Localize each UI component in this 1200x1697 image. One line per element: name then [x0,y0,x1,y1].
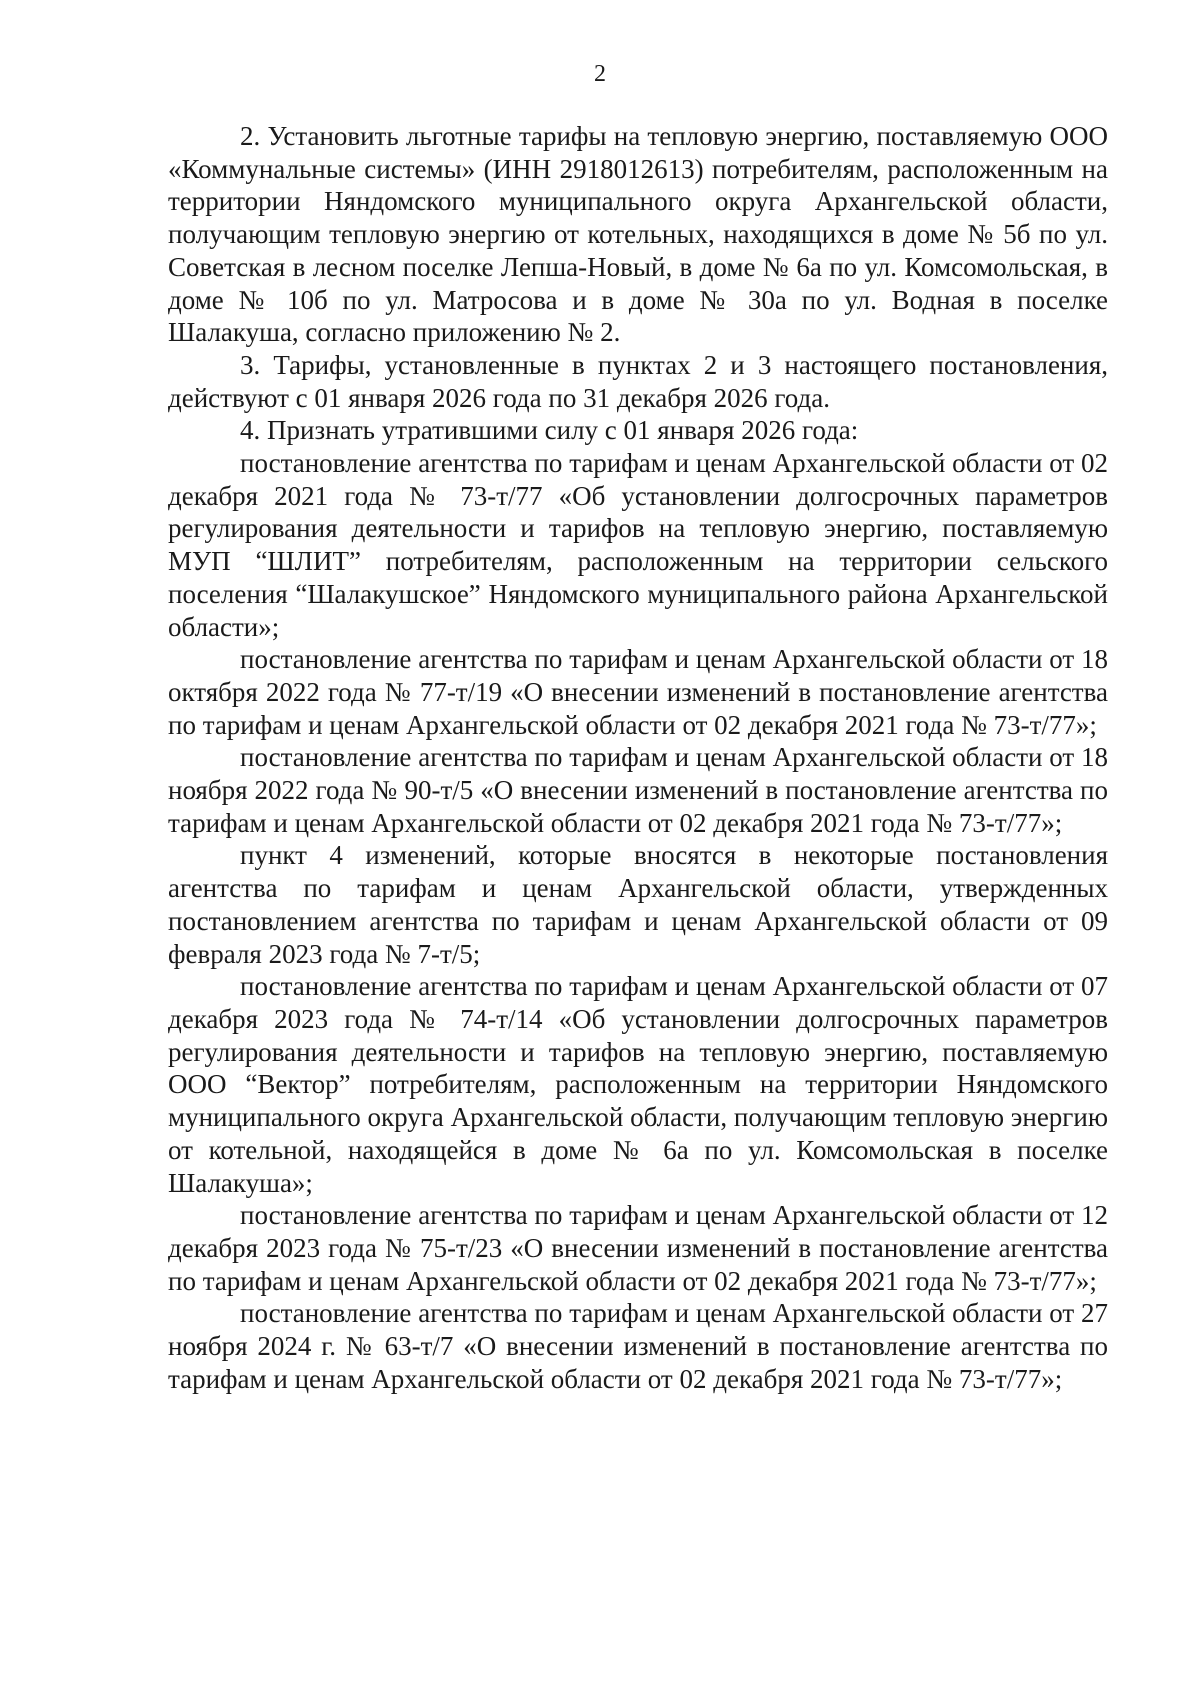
repealed-resolution-5: постановление агентства по тарифам и ценам Архангельской области от 12 декабря 2023 года № 75-т/23 «О внесении изменений в постановление агентства по тарифам и ценам Архангельской области от 02 декабря 2021 года № 73-т/77»; [168,1200,1108,1296]
repealed-resolution-3: постановление агентства по тарифам и ценам Архангельской области от 18 ноября 2022 года № 90-т/5 «О внесении изменений в постановление агентства по тарифам и ценам Архангельской области от 02 декабря 2021 года № 73-т/77»; [168,742,1108,838]
repealed-clause-4: пункт 4 изменений, которые вносятся в некоторые постановления агентства по тарифам и ценам Архангельской области, утвержденных постановлением агентства по тарифам и ценам Архангельской области от 09 февраля 2023 года № 7-т/5; [168,840,1108,969]
repealed-resolution-4: постановление агентства по тарифам и ценам Архангельской области от 07 декабря 2023 года № 74-т/14 «Об установлении долгосрочных параметров регулирования деятельности и тарифов на тепловую энергию, поставляемую ООО “Вектор” потребителям, расположенным на территории Няндомского муниципального округа Архангельской области, получающим тепловую энергию от котельной, находящейся в доме № 6а по ул. Комсомольская в поселке Шалакуша»; [168,971,1108,1198]
paragraph-item-4: 4. Признать утратившими силу с 01 января 2026 года: [240,415,859,446]
paragraph-item-3: 3. Тарифы, установленные в пунктах 2 и 3 настоящего постановления, действуют с 01 января 2026 года по 31 декабря 2026 года. [168,349,1108,413]
page-number: 2 [594,61,606,87]
paragraph-item-2: 2. Установить льготные тарифы на тепловую энергию, поставляемую ООО «Коммунальные системы» (ИНН 2918012613) потребителям, расположенным на территории Няндомского муниципального округа Архангельской области, получающим тепловую энергию от котельных, находящихся в доме № 5б по ул. Советская в лесном поселке Лепша-Новый, в доме № 6а по ул. Комсомольская, в доме № 10б по ул. Матросова и в доме № 30а по ул. Водная в поселке Шалакуша, согласно приложению № 2. [168,121,1108,348]
repealed-resolution-2: постановление агентства по тарифам и ценам Архангельской области от 18 октября 2022 года № 77-т/19 «О внесении изменений в постановление агентства по тарифам и ценам Архангельской области от 02 декабря 2021 года № 73-т/77»; [168,644,1108,740]
repealed-resolution-6: постановление агентства по тарифам и ценам Архангельской области от 27 ноября 2024 г. № 63-т/7 «О внесении изменений в постановление агентства по тарифам и ценам Архангельской области от 02 декабря 2021 года № 73-т/77»; [168,1298,1108,1394]
document-body [168,120,1108,1395]
repealed-resolution-1: постановление агентства по тарифам и ценам Архангельской области от 02 декабря 2021 года № 73-т/77 «Об установлении долгосрочных параметров регулирования деятельности и тарифов на тепловую энергию, поставляемую МУП “ШЛИТ” потребителям, расположенным на территории сельского поселения “Шалакушское” Няндомского муниципального района Архангельской области»; [168,448,1108,642]
